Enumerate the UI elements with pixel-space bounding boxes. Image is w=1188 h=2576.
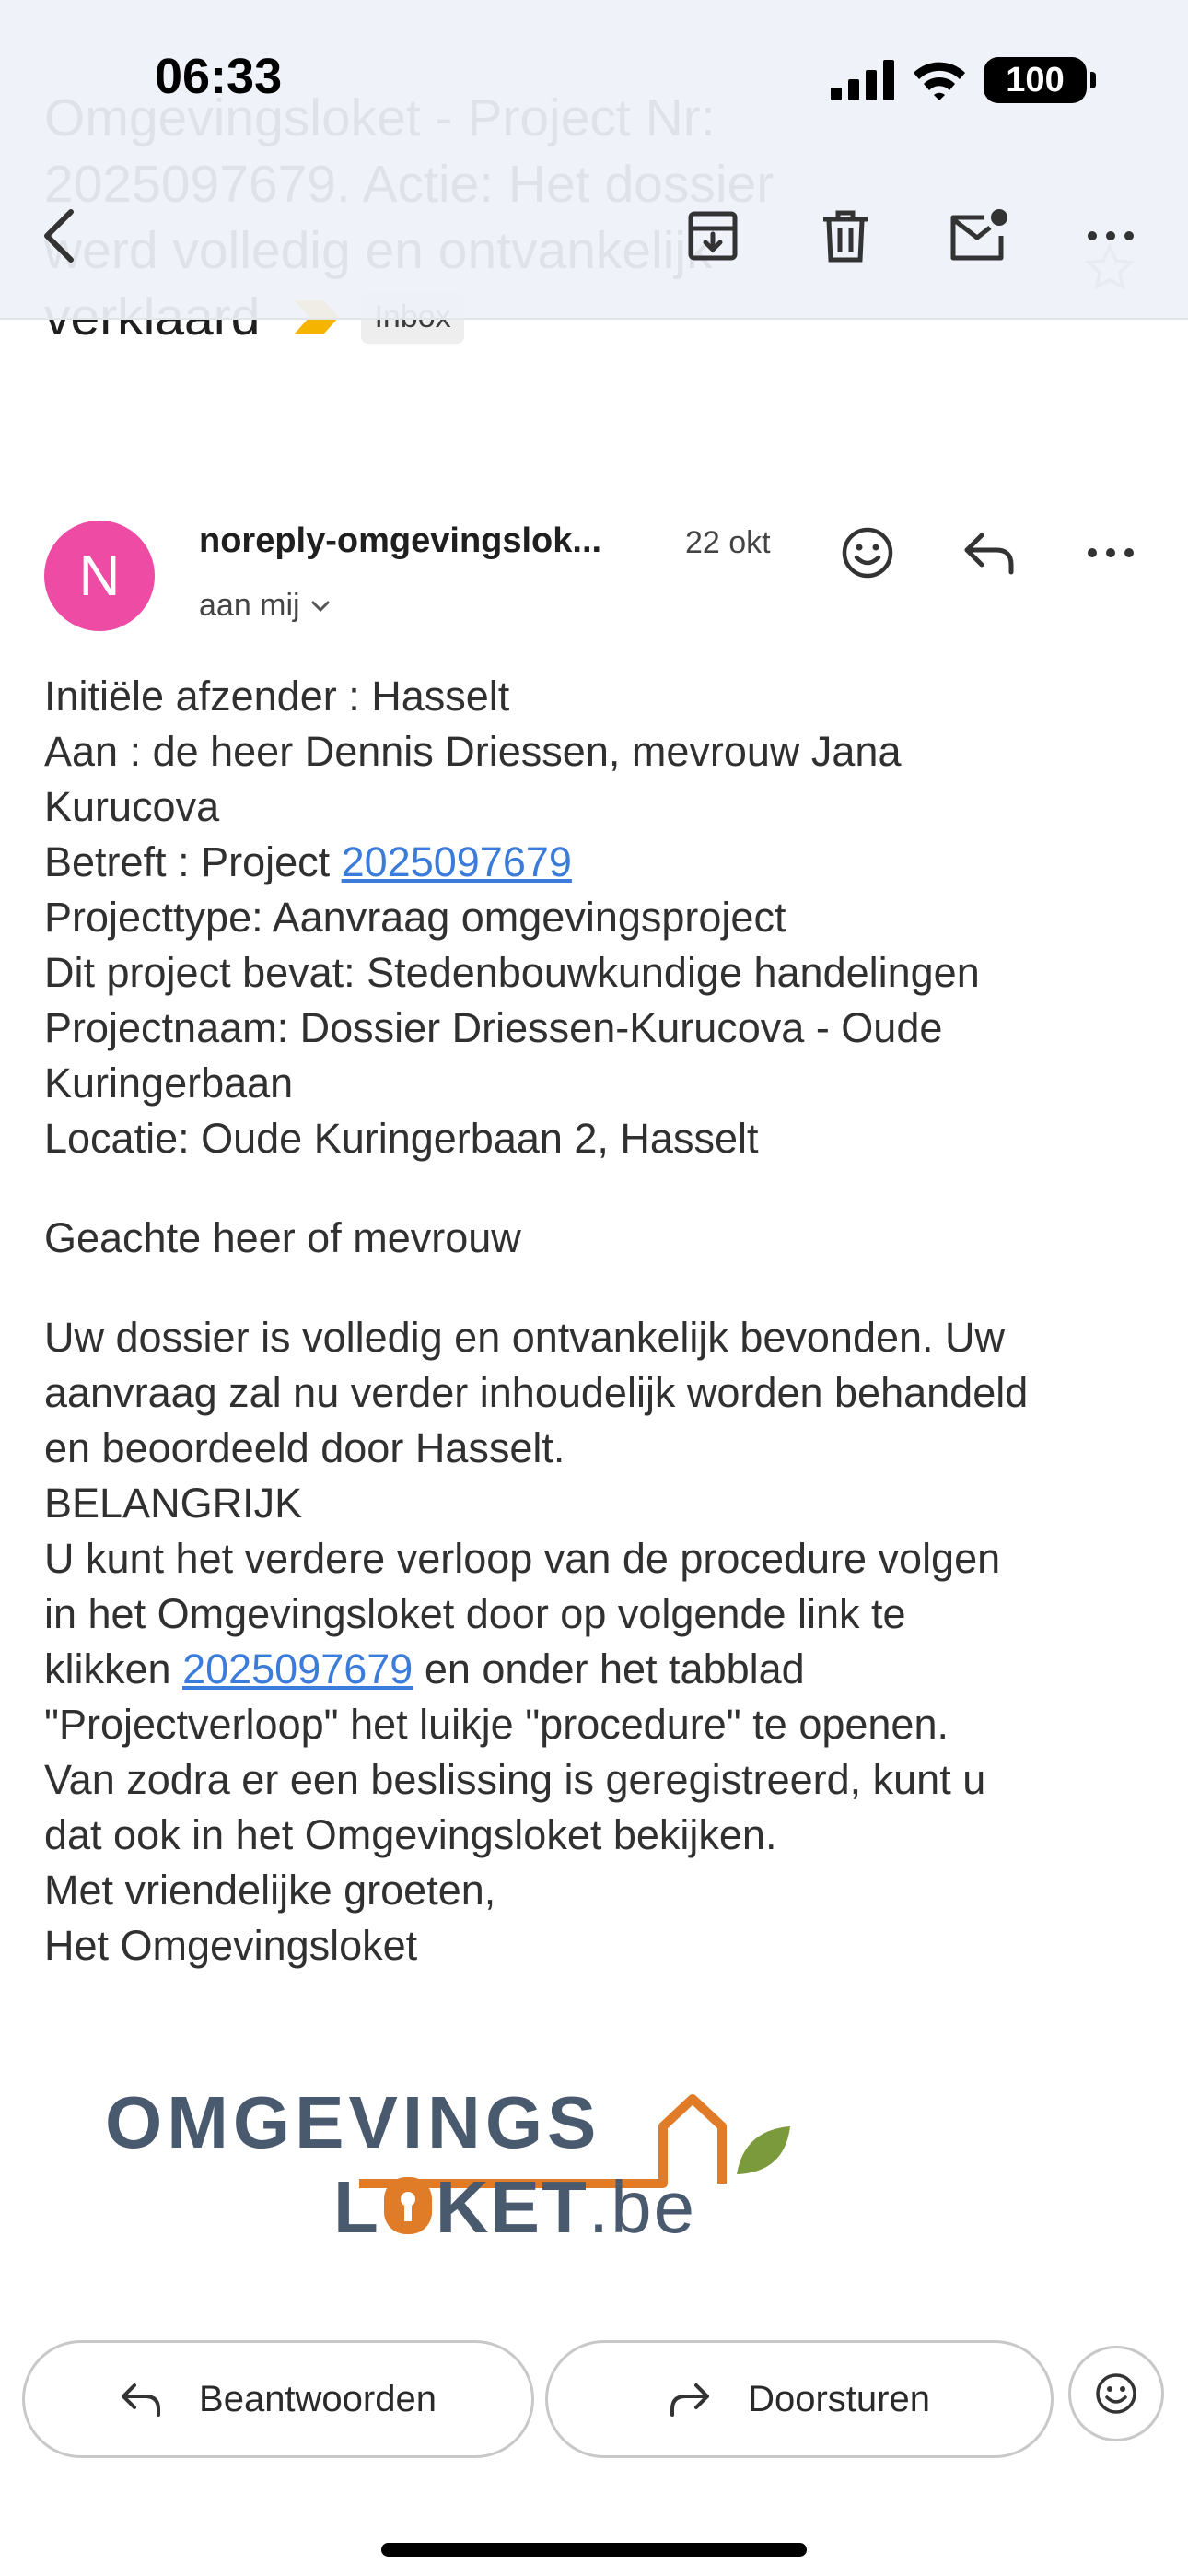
add-reaction-button[interactable]: [836, 521, 899, 584]
body-line: Uw dossier is volledig en ontvankelijk bevonden. Uw: [44, 1314, 1006, 1361]
greeting: Geachte heer of mevrouw: [44, 1214, 521, 1261]
status-icons: [831, 57, 1087, 103]
body-line: Dit project bevat: Stedenbouwkundige handelingen: [44, 949, 980, 996]
more-horizontal-icon: [1085, 545, 1136, 560]
battery-indicator: 100: [984, 57, 1087, 103]
body-line: Kurucova: [44, 783, 220, 830]
body-line: Kuringerbaan: [44, 1060, 294, 1107]
body-line: Projectnaam: Dossier Driessen-Kurucova - Oude: [44, 1004, 943, 1051]
project-link[interactable]: 2025097679: [341, 838, 572, 885]
wifi-icon: [912, 60, 967, 100]
reply-button[interactable]: [958, 521, 1020, 584]
logo-text-bottom: [333, 2165, 696, 2250]
reply-icon: [120, 2382, 162, 2417]
sender-name[interactable]: noreply-omgevingslok...: [199, 521, 602, 560]
back-arrow-icon: [36, 206, 82, 265]
emoji-reaction-button[interactable]: [1068, 2346, 1164, 2441]
forward-icon: [669, 2382, 711, 2417]
forward-action-button[interactable]: [545, 2340, 1054, 2458]
archive-icon: [685, 208, 740, 263]
body-line: [44, 1642, 1149, 1697]
body-line: Met vriendelijke groeten,: [44, 1867, 496, 1914]
body-line: BELANGRIJK: [44, 1480, 303, 1527]
logo-text-top: OMGEVINGS: [105, 2081, 601, 2163]
body-line: Van zodra er een beslissing is geregistreerd, kunt u: [44, 1756, 986, 1803]
mark-unread-button[interactable]: [947, 205, 1009, 267]
email-body: [44, 669, 1149, 1973]
body-line: "Projectverloop" het luikje "procedure" te openen.: [44, 1701, 949, 1748]
logo-letter: L: [333, 2166, 380, 2248]
reply-icon: [961, 530, 1017, 576]
top-toolbar: [0, 0, 1188, 320]
body-line: Locatie: Oude Kuringerbaan 2, Hasselt: [44, 1115, 759, 1162]
body-text: en onder het tabblad: [413, 1645, 805, 1692]
logo-keyhole-icon: [380, 2173, 436, 2238]
body-text: Betreft : Project: [44, 838, 342, 885]
body-line: en beoordeeld door Hasselt.: [44, 1424, 565, 1471]
body-line: Aan : de heer Dennis Driessen, mevrouw Jana: [44, 728, 902, 775]
body-text: klikken: [44, 1645, 183, 1692]
trash-icon: [818, 208, 873, 263]
project-link[interactable]: 2025097679: [182, 1645, 413, 1692]
body-line: Initiële afzender : Hasselt: [44, 673, 510, 720]
mail-unread-icon: [948, 208, 1008, 263]
forward-label: Doorsturen: [748, 2378, 930, 2419]
archive-button[interactable]: [681, 205, 744, 267]
email-date: 22 okt: [685, 525, 771, 560]
delete-button[interactable]: [814, 205, 877, 267]
more-options-button[interactable]: [1079, 205, 1142, 267]
body-line: Het Omgevingsloket: [44, 1922, 418, 1969]
body-line: in het Omgevingsloket door op volgende link te: [44, 1590, 906, 1637]
signal-icon: [831, 60, 895, 100]
reply-action-button[interactable]: [22, 2340, 534, 2458]
home-indicator[interactable]: [381, 2543, 807, 2557]
message-more-button[interactable]: [1079, 521, 1142, 584]
smiley-icon: [1094, 2371, 1138, 2416]
body-line: U kunt het verdere verloop van de procedure volgen: [44, 1535, 1001, 1582]
sender-avatar[interactable]: N: [44, 521, 155, 631]
body-line: aanvraag zal nu verder inhoudelijk worden behandeld: [44, 1369, 1029, 1416]
recipient-details-toggle[interactable]: [199, 588, 332, 624]
recipient-label: aan mij: [199, 588, 300, 623]
back-button[interactable]: [28, 205, 90, 267]
omgevingsloket-logo: [105, 2064, 768, 2248]
logo-domain: .be: [588, 2166, 697, 2248]
body-line: dat ook in het Omgevingsloket bekijken.: [44, 1811, 777, 1858]
more-horizontal-icon: [1085, 228, 1136, 243]
smiley-icon: [841, 526, 894, 580]
reply-label: Beantwoorden: [199, 2378, 437, 2419]
logo-letters: KET: [435, 2166, 588, 2248]
chevron-down-icon: [309, 599, 332, 614]
body-line: [44, 835, 1149, 890]
body-line: Projecttype: Aanvraag omgevingsproject: [44, 894, 786, 941]
status-time: 06:33: [155, 49, 283, 104]
